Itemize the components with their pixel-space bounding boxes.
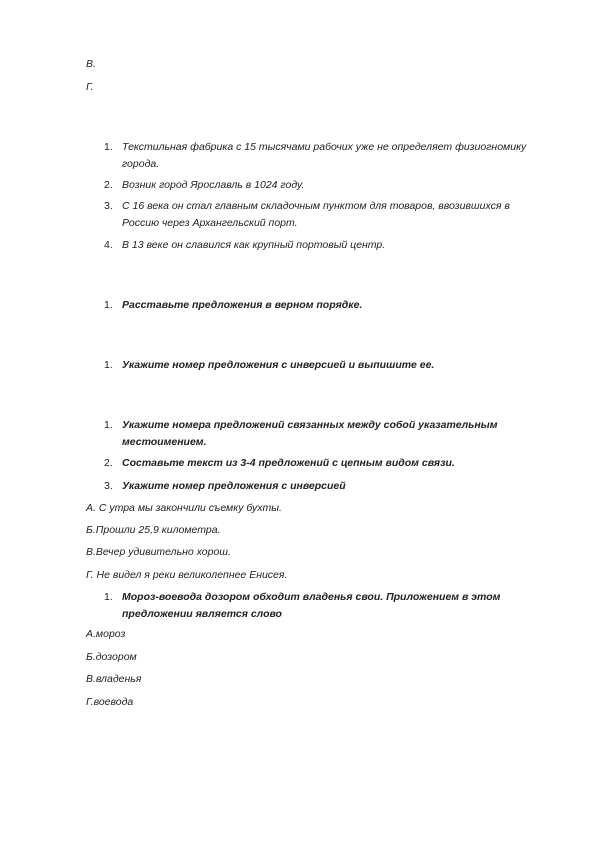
list-number: 1. xyxy=(104,419,113,431)
list-item xyxy=(104,139,544,172)
list-number: 2. xyxy=(104,179,113,191)
list-item xyxy=(104,237,544,254)
task-text: Укажите номер предложения с инверсией xyxy=(122,480,346,492)
task-apposition xyxy=(104,589,544,622)
list-number: 3. xyxy=(104,480,113,492)
list-number: 1. xyxy=(104,591,113,603)
answer-option: Г.воевода xyxy=(86,696,134,708)
list-number: 2. xyxy=(104,457,113,469)
task-text: Укажите номер предложения с инверсией и выпишите ее. xyxy=(122,359,435,371)
task-text: Расставьте предложения в верном порядке. xyxy=(122,299,363,311)
answer-option: А.мороз xyxy=(86,628,126,640)
task-item xyxy=(104,478,544,495)
task-text: Укажите номера предложений связанных между собой указательным местоимением. xyxy=(122,419,498,448)
list-item xyxy=(104,198,544,231)
option-g: Г. xyxy=(86,81,94,93)
task-text: Составьте текст из 3-4 предложений с цепным видом связи. xyxy=(122,457,455,469)
answer-option: В.владенья xyxy=(86,673,142,685)
list-text: С 16 века он стал главным складочным пунктом для товаров, ввозившихся в Россию через Архангельский порт. xyxy=(122,200,510,229)
answer-option: Г. Не видел я реки великолепнее Енисея. xyxy=(86,569,288,581)
list-number: 1. xyxy=(104,299,113,311)
list-number: 3. xyxy=(104,200,113,212)
answer-option: А. С утра мы закончили съемку бухты. xyxy=(86,502,282,514)
list-item xyxy=(104,177,544,194)
task-item xyxy=(104,417,544,450)
option-v: В. xyxy=(86,58,96,70)
task-order xyxy=(104,297,544,314)
answer-option: Б.дозором xyxy=(86,651,137,663)
task-item xyxy=(104,455,544,472)
answer-option: В.Вечер удивительно хорош. xyxy=(86,546,231,558)
list-number: 4. xyxy=(104,239,113,251)
list-number: 1. xyxy=(104,359,113,371)
task-text: Мороз-воевода дозором обходит владенья свои. Приложением в этом предложении является слово xyxy=(122,591,501,620)
list-text: В 13 веке он славился как крупный портовый центр. xyxy=(122,239,386,251)
answer-option: Б.Прошли 25,9 километра. xyxy=(86,524,221,536)
list-text: Возник город Ярославль в 1024 году. xyxy=(122,179,305,191)
list-text: Текстильная фабрика с 15 тысячами рабочих уже не определяет физиогномику города. xyxy=(122,141,527,170)
list-number: 1. xyxy=(104,141,113,153)
task-inversion xyxy=(104,357,544,374)
